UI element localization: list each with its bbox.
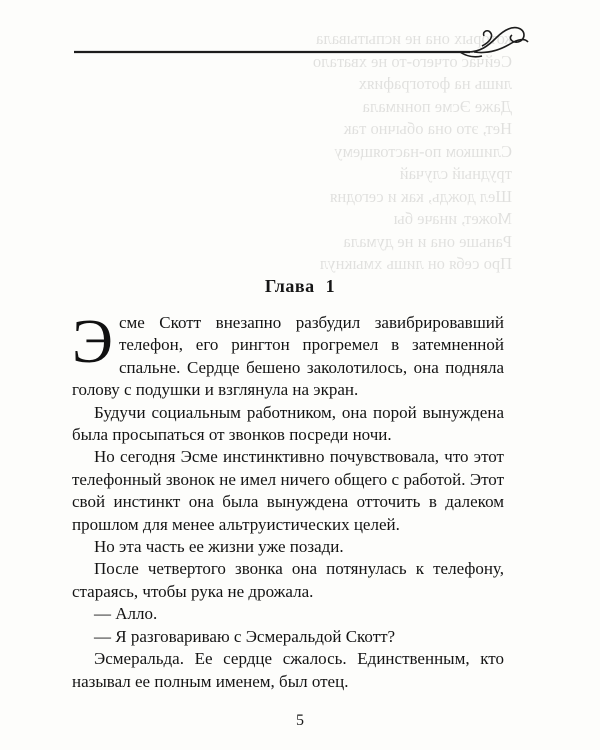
- bleed-line: Сейчас отчего-то не хватало: [312, 51, 512, 71]
- header-ornament: [70, 8, 530, 68]
- bleed-line: Шел дождь, как и сегодня: [329, 186, 512, 206]
- paragraph: После четвертого звонка она потянулась к телефону, стараясь, чтобы рука не дрожала.: [72, 559, 504, 601]
- chapter-word: Глава: [264, 276, 315, 296]
- bleed-line: Про себя он лишь хмыкнул: [319, 254, 512, 273]
- paragraph: Эсмеральда. Ее сердце сжалось. Единственным, кто называл ее полным именем, был отец.: [72, 649, 504, 691]
- paragraph: — Я разговариваю с Эсмеральдой Скотт?: [94, 626, 396, 646]
- bleed-line: Может, иначе бы: [393, 209, 512, 228]
- paragraph: — Алло.: [94, 604, 158, 624]
- chapter-number: 1: [325, 276, 336, 296]
- bleed-line: Даже Эсме понимала: [362, 96, 512, 116]
- paragraph: сме Скотт внезапно разбудил завибрировавший телефон, его рингтон прогремел в затемненной спальне. Сердце бешено заколотилось, она подняла голову с подушки и взглянула на экран.: [72, 313, 504, 400]
- flourish-icon: [460, 28, 528, 57]
- bleed-line: трудный случай: [399, 164, 512, 183]
- bleed-line: которых она не испытывала: [316, 29, 512, 48]
- bleed-line: лишь на фотографиях: [358, 74, 512, 93]
- paragraph: Но сегодня Эсме инстинктивно почувствовала, что этот телефонный звонок не имел ничего общего с работой. Этот свой инстинкт она была вынуждена отточить в далеком прошлом для менее альтруистических целей.: [72, 447, 504, 534]
- bleed-line: Нет, это она обычно так: [343, 119, 512, 138]
- paragraph: Будучи социальным работником, она порой вынуждена была просыпаться от звонков посреди ночи.: [72, 402, 504, 445]
- bleed-line: Слишком по-настоящему: [334, 141, 512, 161]
- page-number: 5: [296, 712, 304, 729]
- bleed-line: Раньше она и не думала: [343, 231, 512, 251]
- chapter-heading: [0, 276, 600, 297]
- body-text: [72, 308, 504, 693]
- paragraph: Но эта часть ее жизни уже позади.: [94, 537, 344, 557]
- drop-cap: Э: [72, 308, 113, 376]
